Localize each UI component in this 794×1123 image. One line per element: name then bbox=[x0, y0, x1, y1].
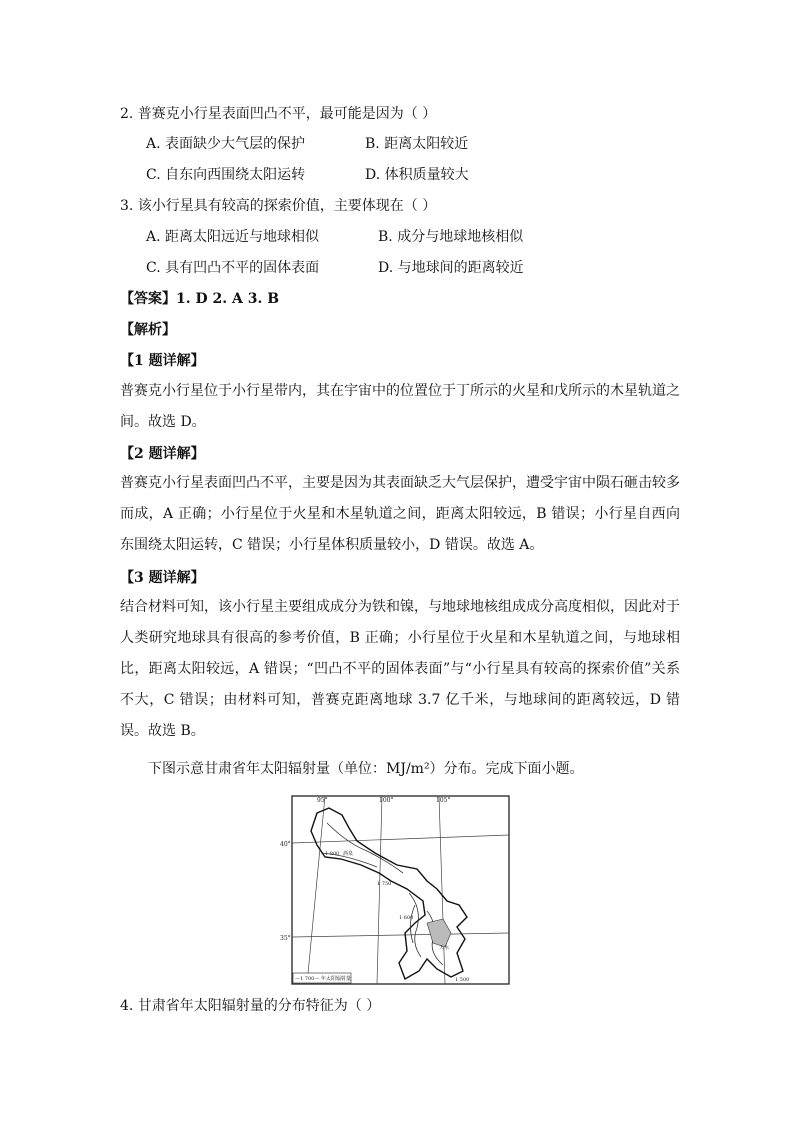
detail-1-text: 普赛克小行星位于小行星带内，其在宇宙中的位置位于丁所示的火星和戊所示的木星轨道之间。故选 D。 bbox=[120, 383, 680, 430]
map-frame bbox=[292, 796, 509, 984]
lat-label-35: 35° bbox=[280, 935, 291, 942]
city-label-tianshui: 天水 bbox=[439, 945, 450, 951]
iso-label-1600: 1 600 bbox=[399, 915, 414, 921]
lon-label-95: 95° bbox=[317, 797, 328, 804]
q3-option-a: A. 距离太阳远近与地球相似 bbox=[146, 229, 320, 245]
question-3-stem: 3. 该小行星具有较高的探索价值，主要体现在（ ） bbox=[120, 198, 437, 214]
q3-option-c: C. 具有凹凸不平的固体表面 bbox=[146, 260, 320, 276]
question-4-stem: 4. 甘肃省年太阳辐射量的分布特征为（ ） bbox=[120, 998, 381, 1014]
detail-3-text: 结合材料可知，该小行星主要组成成分为铁和镍，与地球地核组成成分高度相似，因此对于人类研究地球具有很高的参考价值，B 正确；小行星位于火星和木星轨道之间，与地球相比，距离太阳较远，A 错误；“凹凸不平的固体表面”与“小行星具有较高的探索价值”关系不大，C 错误；由材料可知，普赛克距离地球 3.7 亿千米，与地球间的距离较远，D 错误。故选 B。 bbox=[120, 599, 680, 739]
figure-intro: 下图示意甘肃省年太阳辐射量（单位：MJ/m²）分布。完成下面小题。 bbox=[148, 761, 584, 777]
q2-option-c: C. 自东向西围绕太阳运转 bbox=[146, 167, 306, 183]
gansu-solar-radiation-map bbox=[280, 793, 513, 987]
q2-option-a: A. 表面缺少大气层的保护 bbox=[146, 136, 306, 152]
detail-1-title: 【1 题详解】 bbox=[120, 353, 205, 369]
lat-label-40: 40° bbox=[280, 841, 291, 848]
legend-text: —1 700— 年太阳辐射量 bbox=[295, 976, 351, 982]
lon-label-105: 105° bbox=[436, 797, 451, 804]
city-label-jiuquan: 酒泉 bbox=[343, 851, 354, 857]
answer-line: 【答案】1. D 2. A 3. B bbox=[120, 291, 280, 307]
analysis-title: 【解析】 bbox=[120, 322, 176, 338]
iso-label-1800: 1 800 bbox=[325, 851, 340, 857]
q2-option-b: B. 距离太阳较近 bbox=[365, 136, 469, 152]
iso-label-1500: 1 500 bbox=[455, 977, 470, 983]
q2-option-d: D. 体积质量较大 bbox=[365, 167, 469, 183]
iso-label-1750: 1 750 bbox=[377, 881, 392, 887]
q3-option-b: B. 成分与地球地核相似 bbox=[378, 229, 524, 245]
detail-3-title: 【3 题详解】 bbox=[120, 570, 205, 586]
detail-2-title: 【2 题详解】 bbox=[120, 446, 205, 462]
q3-option-d: D. 与地球间的距离较近 bbox=[378, 260, 524, 276]
lon-label-100: 100° bbox=[379, 797, 394, 804]
question-2-stem: 2. 普赛克小行星表面凹凸不平，最可能是因为（ ） bbox=[120, 106, 437, 122]
detail-2-text: 普赛克小行星表面凹凸不平，主要是因为其表面缺乏大气层保护，遭受宇宙中陨石砸击较多而成，A 正确；小行星位于火星和木星轨道之间，距离太阳较远，B 错误；小行星自西向东围绕太阳运转，C 错误；小行星体积质量较小，D 错误。故选 A。 bbox=[120, 475, 680, 553]
